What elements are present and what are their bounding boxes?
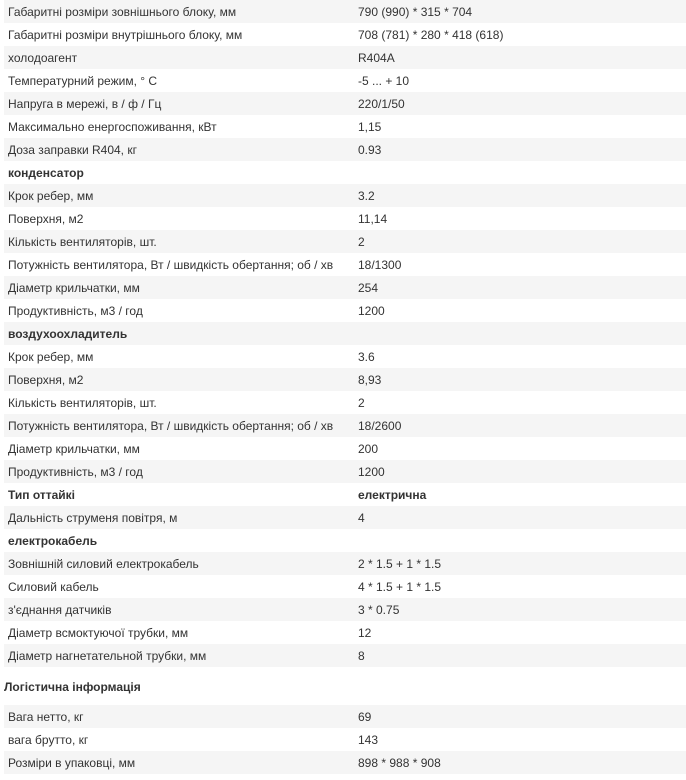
spec-key: Доза заправки R404, кг — [8, 143, 137, 157]
spec-key: Продуктивність, м3 / год — [8, 304, 143, 318]
section-header-cable — [4, 529, 686, 552]
spec-value: 69 — [358, 710, 372, 724]
spec-key: Вага нетто, кг — [8, 710, 84, 724]
spec-key: холодоагент — [8, 51, 78, 65]
spec-key: Температурний режим, ° С — [8, 74, 158, 88]
spec-row — [4, 598, 686, 621]
spec-key: Зовнішній силовий електрокабель — [8, 557, 199, 571]
spec-value: 2 — [358, 235, 365, 249]
spec-value: 11,14 — [358, 212, 388, 226]
spec-key: Потужність вентилятора, Вт / швидкість обертання; об / хв — [8, 419, 334, 433]
spec-row — [4, 552, 686, 575]
logistics-row — [4, 751, 686, 774]
spec-key: Габаритні розміри зовнішнього блоку, мм — [8, 5, 237, 19]
spec-value: 790 (990) * 315 * 704 — [358, 5, 473, 19]
spec-key: Діаметр нагнетательной трубки, мм — [8, 649, 207, 663]
spec-value: 8 — [358, 649, 365, 663]
spec-value: 0.93 — [358, 143, 382, 157]
spec-row — [4, 92, 686, 115]
spec-row — [4, 115, 686, 138]
spec-key: Діаметр всмоктуючої трубки, мм — [8, 626, 189, 640]
spec-row — [4, 644, 686, 667]
spec-row — [4, 368, 686, 391]
spec-value: 200 — [358, 442, 379, 456]
spec-value: 3.2 — [358, 189, 375, 203]
spec-row — [4, 414, 686, 437]
spec-key: Дальність струменя повітря, м — [8, 511, 178, 525]
spec-value: 2 * 1.5 + 1 * 1.5 — [358, 557, 442, 571]
spec-row-defrost-type — [4, 483, 686, 506]
logistics-table — [4, 705, 686, 774]
spec-key: Крок ребер, мм — [8, 189, 94, 203]
spec-key: Напруга в мережі, в / ф / Гц — [8, 97, 162, 111]
spec-value: 3 * 0.75 — [358, 603, 400, 617]
spec-key: Потужність вентилятора, Вт / швидкість обертання; об / хв — [8, 258, 334, 272]
spec-value: 18/2600 — [358, 419, 402, 433]
spec-value: 2 — [358, 396, 365, 410]
spec-value: 898 * 988 * 908 — [358, 756, 441, 770]
section-title: воздухоохладитель — [8, 327, 128, 341]
section-header-condenser — [4, 161, 686, 184]
spec-key: Силовий кабель — [8, 580, 99, 594]
spec-value: 12 — [358, 626, 372, 640]
spec-row — [4, 253, 686, 276]
spec-key: Кількість вентиляторів, шт. — [8, 396, 157, 410]
spec-value: R404A — [358, 51, 395, 65]
spec-key: Кількість вентиляторів, шт. — [8, 235, 157, 249]
spec-key: Максимально енергоспоживання, кВт — [8, 120, 217, 134]
spec-key: вага брутто, кг — [8, 733, 89, 747]
spec-value: 1,15 — [358, 120, 382, 134]
spec-value: -5 ... + 10 — [358, 74, 410, 88]
spec-value: 1200 — [358, 304, 385, 318]
spec-key: Діаметр крильчатки, мм — [8, 281, 140, 295]
spec-row — [4, 621, 686, 644]
logistics-heading: Логістична інформація — [4, 680, 141, 694]
section-title: конденсатор — [8, 166, 84, 180]
spec-row — [4, 506, 686, 529]
spec-row — [4, 345, 686, 368]
spec-key: Поверхня, м2 — [8, 373, 84, 387]
spec-row — [4, 391, 686, 414]
spec-value: 4 * 1.5 + 1 * 1.5 — [358, 580, 442, 594]
spec-row — [4, 138, 686, 161]
spec-value: 254 — [358, 281, 379, 295]
spec-row — [4, 437, 686, 460]
spec-value: 8,93 — [358, 373, 382, 387]
spec-value: електрична — [358, 488, 427, 502]
spec-key: Габаритні розміри внутрішнього блоку, мм — [8, 28, 243, 42]
spec-key: Тип оттайкі — [8, 488, 76, 502]
spec-row — [4, 575, 686, 598]
spec-value: 220/1/50 — [358, 97, 405, 111]
spec-row — [4, 299, 686, 322]
spec-key: Розміри в упаковці, мм — [8, 756, 136, 770]
spec-value: 3.6 — [358, 350, 375, 364]
spec-row — [4, 460, 686, 483]
specifications-table — [4, 0, 686, 667]
spec-row — [4, 230, 686, 253]
spec-value: 708 (781) * 280 * 418 (618) — [358, 28, 504, 42]
section-title: електрокабель — [8, 534, 98, 548]
spec-value: 18/1300 — [358, 258, 402, 272]
spec-value: 4 — [358, 511, 365, 525]
spec-row — [4, 207, 686, 230]
logistics-row — [4, 728, 686, 751]
spec-key: Продуктивність, м3 / год — [8, 465, 143, 479]
spec-row — [4, 276, 686, 299]
section-header-air-cooler — [4, 322, 686, 345]
spec-row — [4, 46, 686, 69]
spec-key: Крок ребер, мм — [8, 350, 94, 364]
spec-value: 143 — [358, 733, 379, 747]
spec-key: Поверхня, м2 — [8, 212, 84, 226]
logistics-row — [4, 705, 686, 728]
spec-row — [4, 184, 686, 207]
spec-value: 1200 — [358, 465, 385, 479]
spec-row — [4, 69, 686, 92]
spec-row — [4, 23, 686, 46]
spec-row — [4, 0, 686, 23]
spec-key: з'єднання датчиків — [8, 603, 112, 617]
spec-key: Діаметр крильчатки, мм — [8, 442, 140, 456]
